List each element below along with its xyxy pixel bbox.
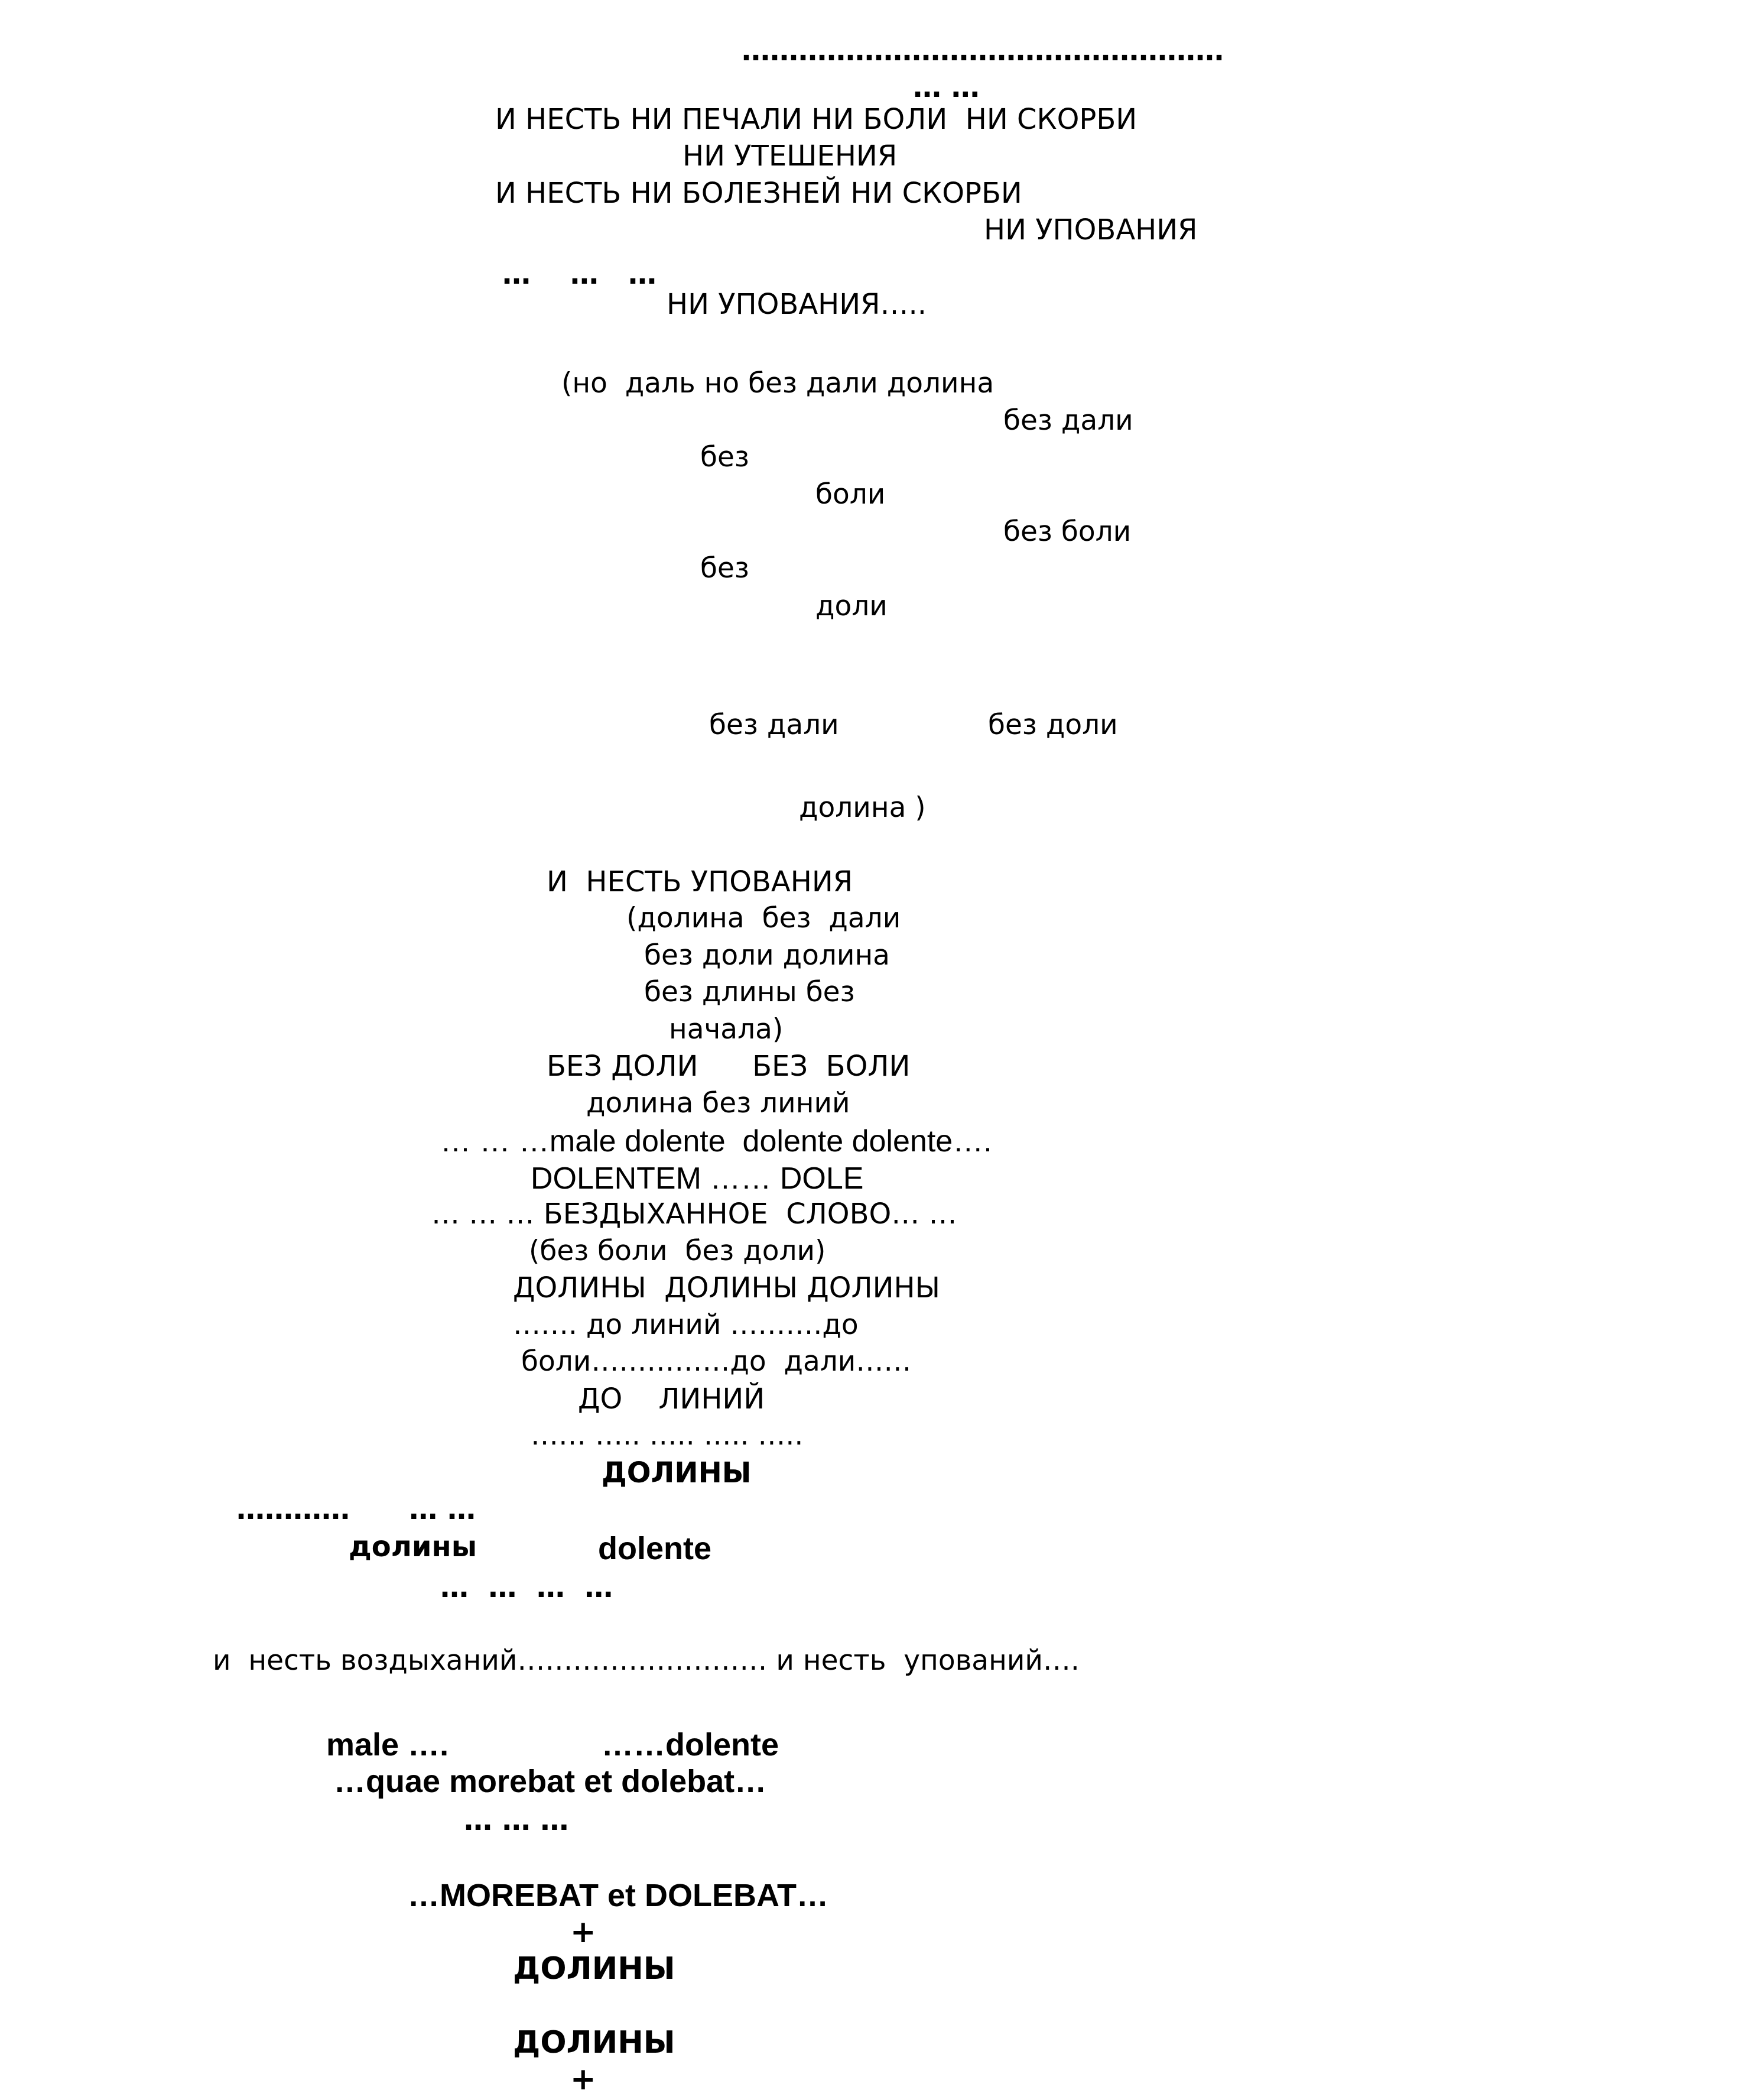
poem-line: без дали <box>709 709 839 741</box>
poem-line: … … <box>913 71 980 104</box>
poem-line: …… ….. ….. ….. ….. <box>531 1419 804 1452</box>
poem-line: и несть воздыханий……………………… и несть упований…. <box>213 1644 1080 1677</box>
poem-line: И НЕСТЬ УПОВАНИЯ <box>547 865 853 898</box>
poem-line: … … … <box>464 1804 569 1837</box>
poem-line: ДОЛИНЫ <box>513 1951 675 1987</box>
poem-line: + <box>570 1914 596 1950</box>
poem-line: ……. до линий ……….до <box>513 1309 859 1341</box>
poem-line: ………… … … <box>236 1493 476 1526</box>
poem-line: без <box>700 552 749 585</box>
poem-line: долина ) <box>799 791 926 824</box>
poem-line: без дали <box>1003 404 1133 437</box>
poem-line: (но даль но без дали долина <box>561 367 994 400</box>
poem-line: …………………………………………… <box>742 34 1224 67</box>
poem-line: без доли долина <box>644 939 890 972</box>
poem-line: male …. <box>326 1727 449 1763</box>
poem-line: боли……………до дали…… <box>521 1345 912 1378</box>
poem-line: dolente <box>598 1531 712 1566</box>
poem-line: …MOREBAT et DOLEBAT… <box>408 1878 828 1913</box>
poem-line: долина без линий <box>586 1087 850 1119</box>
poem-line: доли <box>815 590 888 622</box>
poem-line: (без боли без доли) <box>529 1235 826 1267</box>
poem-line: начала) <box>669 1013 784 1046</box>
poem-line: БЕЗ ДОЛИ БЕЗ БОЛИ <box>547 1050 911 1083</box>
poem-line: долины <box>349 1530 477 1563</box>
poem-line: … … … … <box>440 1571 613 1604</box>
poem-line: ……dolente <box>602 1727 779 1763</box>
poem-line: без длины без <box>644 976 855 1008</box>
poem-line: НИ УТЕШЕНИЯ <box>682 139 898 173</box>
poem-line: И НЕСТЬ НИ ПЕЧАЛИ НИ БОЛИ НИ СКОРБИ <box>495 103 1138 136</box>
poem-line: ДОЛИНЫ <box>513 2025 675 2060</box>
poem-line: без доли <box>988 709 1118 741</box>
poem-line: … … … <box>502 258 656 291</box>
poem-line: … … … БЕЗДЫХАННОЕ СЛОВО… … <box>431 1197 957 1231</box>
poem-line: без <box>700 441 749 473</box>
poem-line: боли <box>815 478 886 511</box>
poem-line: НИ УПОВАНИЯ….. <box>667 288 927 321</box>
poem-line: (долина без дали <box>626 902 901 934</box>
poem-line: без боли <box>1003 515 1132 548</box>
poem-line: ДО ЛИНИЙ <box>578 1382 765 1416</box>
poem-line: DOLENTEM …… DOLE <box>531 1161 864 1196</box>
poem-line: НИ УПОВАНИЯ <box>984 213 1198 246</box>
poem-line: …quae morebat et dolebat… <box>334 1764 767 1799</box>
poem-line: … … …male dolente dolente dolente…. <box>440 1124 992 1158</box>
poem-line: И НЕСТЬ НИ БОЛЕЗНЕЙ НИ СКОРБИ <box>495 177 1022 210</box>
poem-line: ДОЛИНЫ <box>602 1456 752 1489</box>
poem-line: ДОЛИНЫ ДОЛИНЫ ДОЛИНЫ <box>513 1271 940 1304</box>
poem-line: + <box>570 2062 596 2097</box>
